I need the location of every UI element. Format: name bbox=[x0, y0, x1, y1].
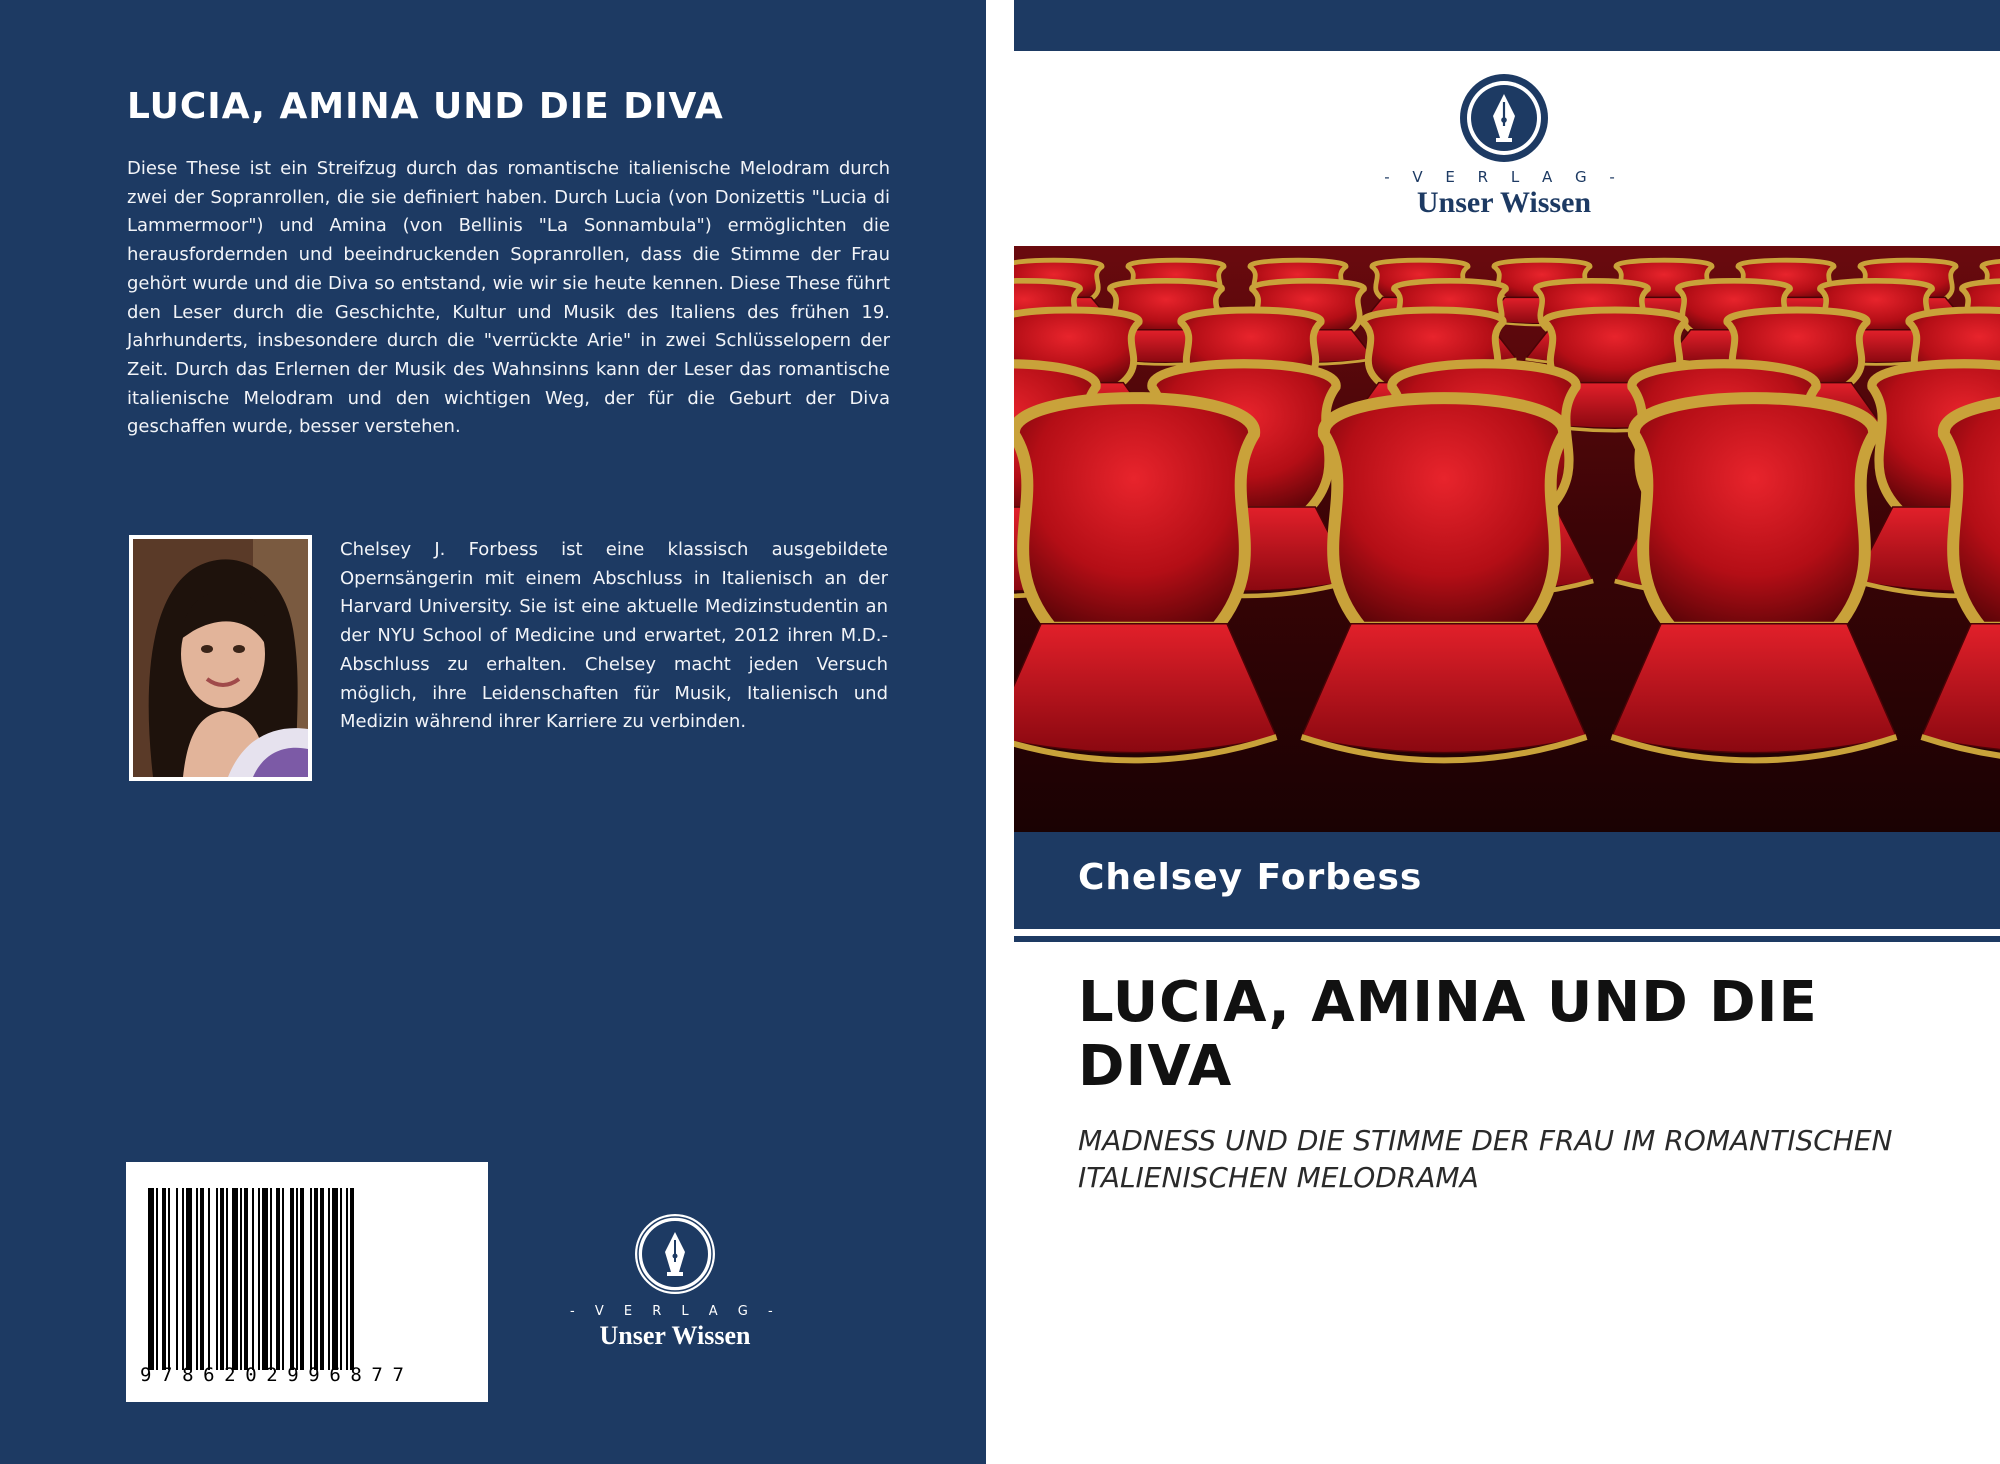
barcode-bar bbox=[314, 1188, 318, 1370]
barcode-bar bbox=[328, 1188, 330, 1370]
barcode-bar bbox=[226, 1188, 228, 1370]
theater-seat bbox=[1014, 398, 1277, 760]
theater-seat bbox=[1302, 398, 1587, 760]
red-theater-seats-photo bbox=[1014, 246, 2000, 832]
fountain-pen-nib-icon bbox=[633, 1212, 717, 1296]
barcode-bar bbox=[320, 1188, 324, 1370]
title-divider bbox=[1014, 936, 2000, 942]
barcode-bar bbox=[258, 1188, 260, 1370]
barcode-bar bbox=[300, 1188, 304, 1370]
barcode-bar bbox=[232, 1188, 238, 1370]
back-logo-verlag: - V E R L A G - bbox=[570, 1304, 781, 1319]
barcode-bar bbox=[276, 1188, 280, 1370]
barcode-bar bbox=[296, 1188, 298, 1370]
fountain-pen-nib-icon bbox=[1458, 72, 1550, 164]
front-cover bbox=[1014, 0, 2000, 1464]
barcode-bar bbox=[252, 1188, 254, 1370]
theater-seats-image bbox=[1014, 246, 2000, 832]
front-logo-verlag: - V E R L A G - bbox=[1384, 168, 1624, 186]
barcode-bar bbox=[262, 1188, 268, 1370]
barcode-bar bbox=[186, 1188, 192, 1370]
barcode-bar bbox=[270, 1188, 272, 1370]
barcode-bars bbox=[148, 1188, 466, 1370]
barcode-bar bbox=[220, 1188, 224, 1370]
barcode-bar bbox=[156, 1188, 158, 1370]
barcode-bar bbox=[182, 1188, 184, 1370]
front-logo-brand: Unser Wissen bbox=[1416, 186, 1592, 219]
barcode-bar bbox=[244, 1188, 248, 1370]
author-photo bbox=[129, 535, 312, 781]
barcode-bar bbox=[168, 1188, 170, 1370]
barcode-bar bbox=[200, 1188, 204, 1370]
isbn-number: 9786202996877 bbox=[140, 1364, 414, 1386]
back-logo-brand: Unser Wissen bbox=[599, 1321, 751, 1350]
barcode-bar bbox=[162, 1188, 166, 1370]
barcode-bar bbox=[208, 1188, 210, 1370]
barcode-bar bbox=[346, 1188, 348, 1370]
barcode-bar bbox=[216, 1188, 218, 1370]
barcode-bar bbox=[310, 1188, 312, 1370]
barcode-bar bbox=[290, 1188, 294, 1370]
barcode-bar bbox=[176, 1188, 178, 1370]
barcode-bar bbox=[350, 1188, 354, 1370]
barcode-bar bbox=[240, 1188, 242, 1370]
barcode-bar bbox=[148, 1188, 154, 1370]
front-cover-subtitle: MADNESS UND DIE STIMME DER FRAU IM ROMANTISCHEN ITALIENISCHEN MELODRAMA bbox=[1078, 1124, 1893, 1194]
front-publisher-logo bbox=[1369, 72, 1639, 220]
back-cover-blurb: Diese These ist ein Streifzug durch das romantische italienische Melodram durch zwei der Sopranrollen, die sie definiert haben. Durch Lucia (von Donizettis "Lucia di Lammermoor") und Amina (von Bellinis "La Sonnambula") ermöglichten die herausfordernden und beeindruckenden Sopranrollen, dass die Stimme der Frau gehört wurde und die Diva so entstand, wie wir sie heute kennen. Diese These führt den Leser durch die Geschichte, Kultur und Musik des Italiens des frühen 19. Jahrhunderts, insbesondere durch die "verrückte Arie" in zwei Schlüsselopern der Zeit. Durch das Erlernen der Musik des Wahnsinns kann der Leser das romantische italienische Melodram und den wichtigen Weg, der für die Geburt der Diva geschaffen wurde, besser verstehen. bbox=[127, 158, 890, 438]
front-top-bar bbox=[1014, 0, 2000, 51]
front-cover-title: LUCIA, AMINA UND DIE DIVA bbox=[1078, 970, 1818, 1099]
barcode-bar bbox=[196, 1188, 198, 1370]
back-cover bbox=[0, 0, 986, 1464]
barcode-bar bbox=[282, 1188, 284, 1370]
spine bbox=[986, 0, 1014, 1464]
back-cover-title: LUCIA, AMINA UND DIE DIVA bbox=[127, 86, 724, 127]
theater-seat bbox=[1612, 398, 1897, 760]
author-bio: Chelsey J. Forbess ist eine klassisch ausgebildete Opernsängerin mit einem Abschluss in Italienisch an der Harvard University. Sie ist eine aktuelle Medizinstudentin an der NYU School of Medicine und erwartet, 2012 ihren M.D.-Abschluss zu erhalten. Chelsey macht jeden Versuch möglich, ihre Leidenschaften für Musik, Italienisch und Medizin während ihrer Karriere zu verbinden. bbox=[340, 539, 888, 733]
isbn-barcode bbox=[126, 1162, 488, 1402]
barcode-bar bbox=[340, 1188, 342, 1370]
front-author-name: Chelsey Forbess bbox=[1078, 857, 1423, 898]
barcode-bar bbox=[332, 1188, 338, 1370]
back-publisher-logo bbox=[570, 1212, 781, 1350]
